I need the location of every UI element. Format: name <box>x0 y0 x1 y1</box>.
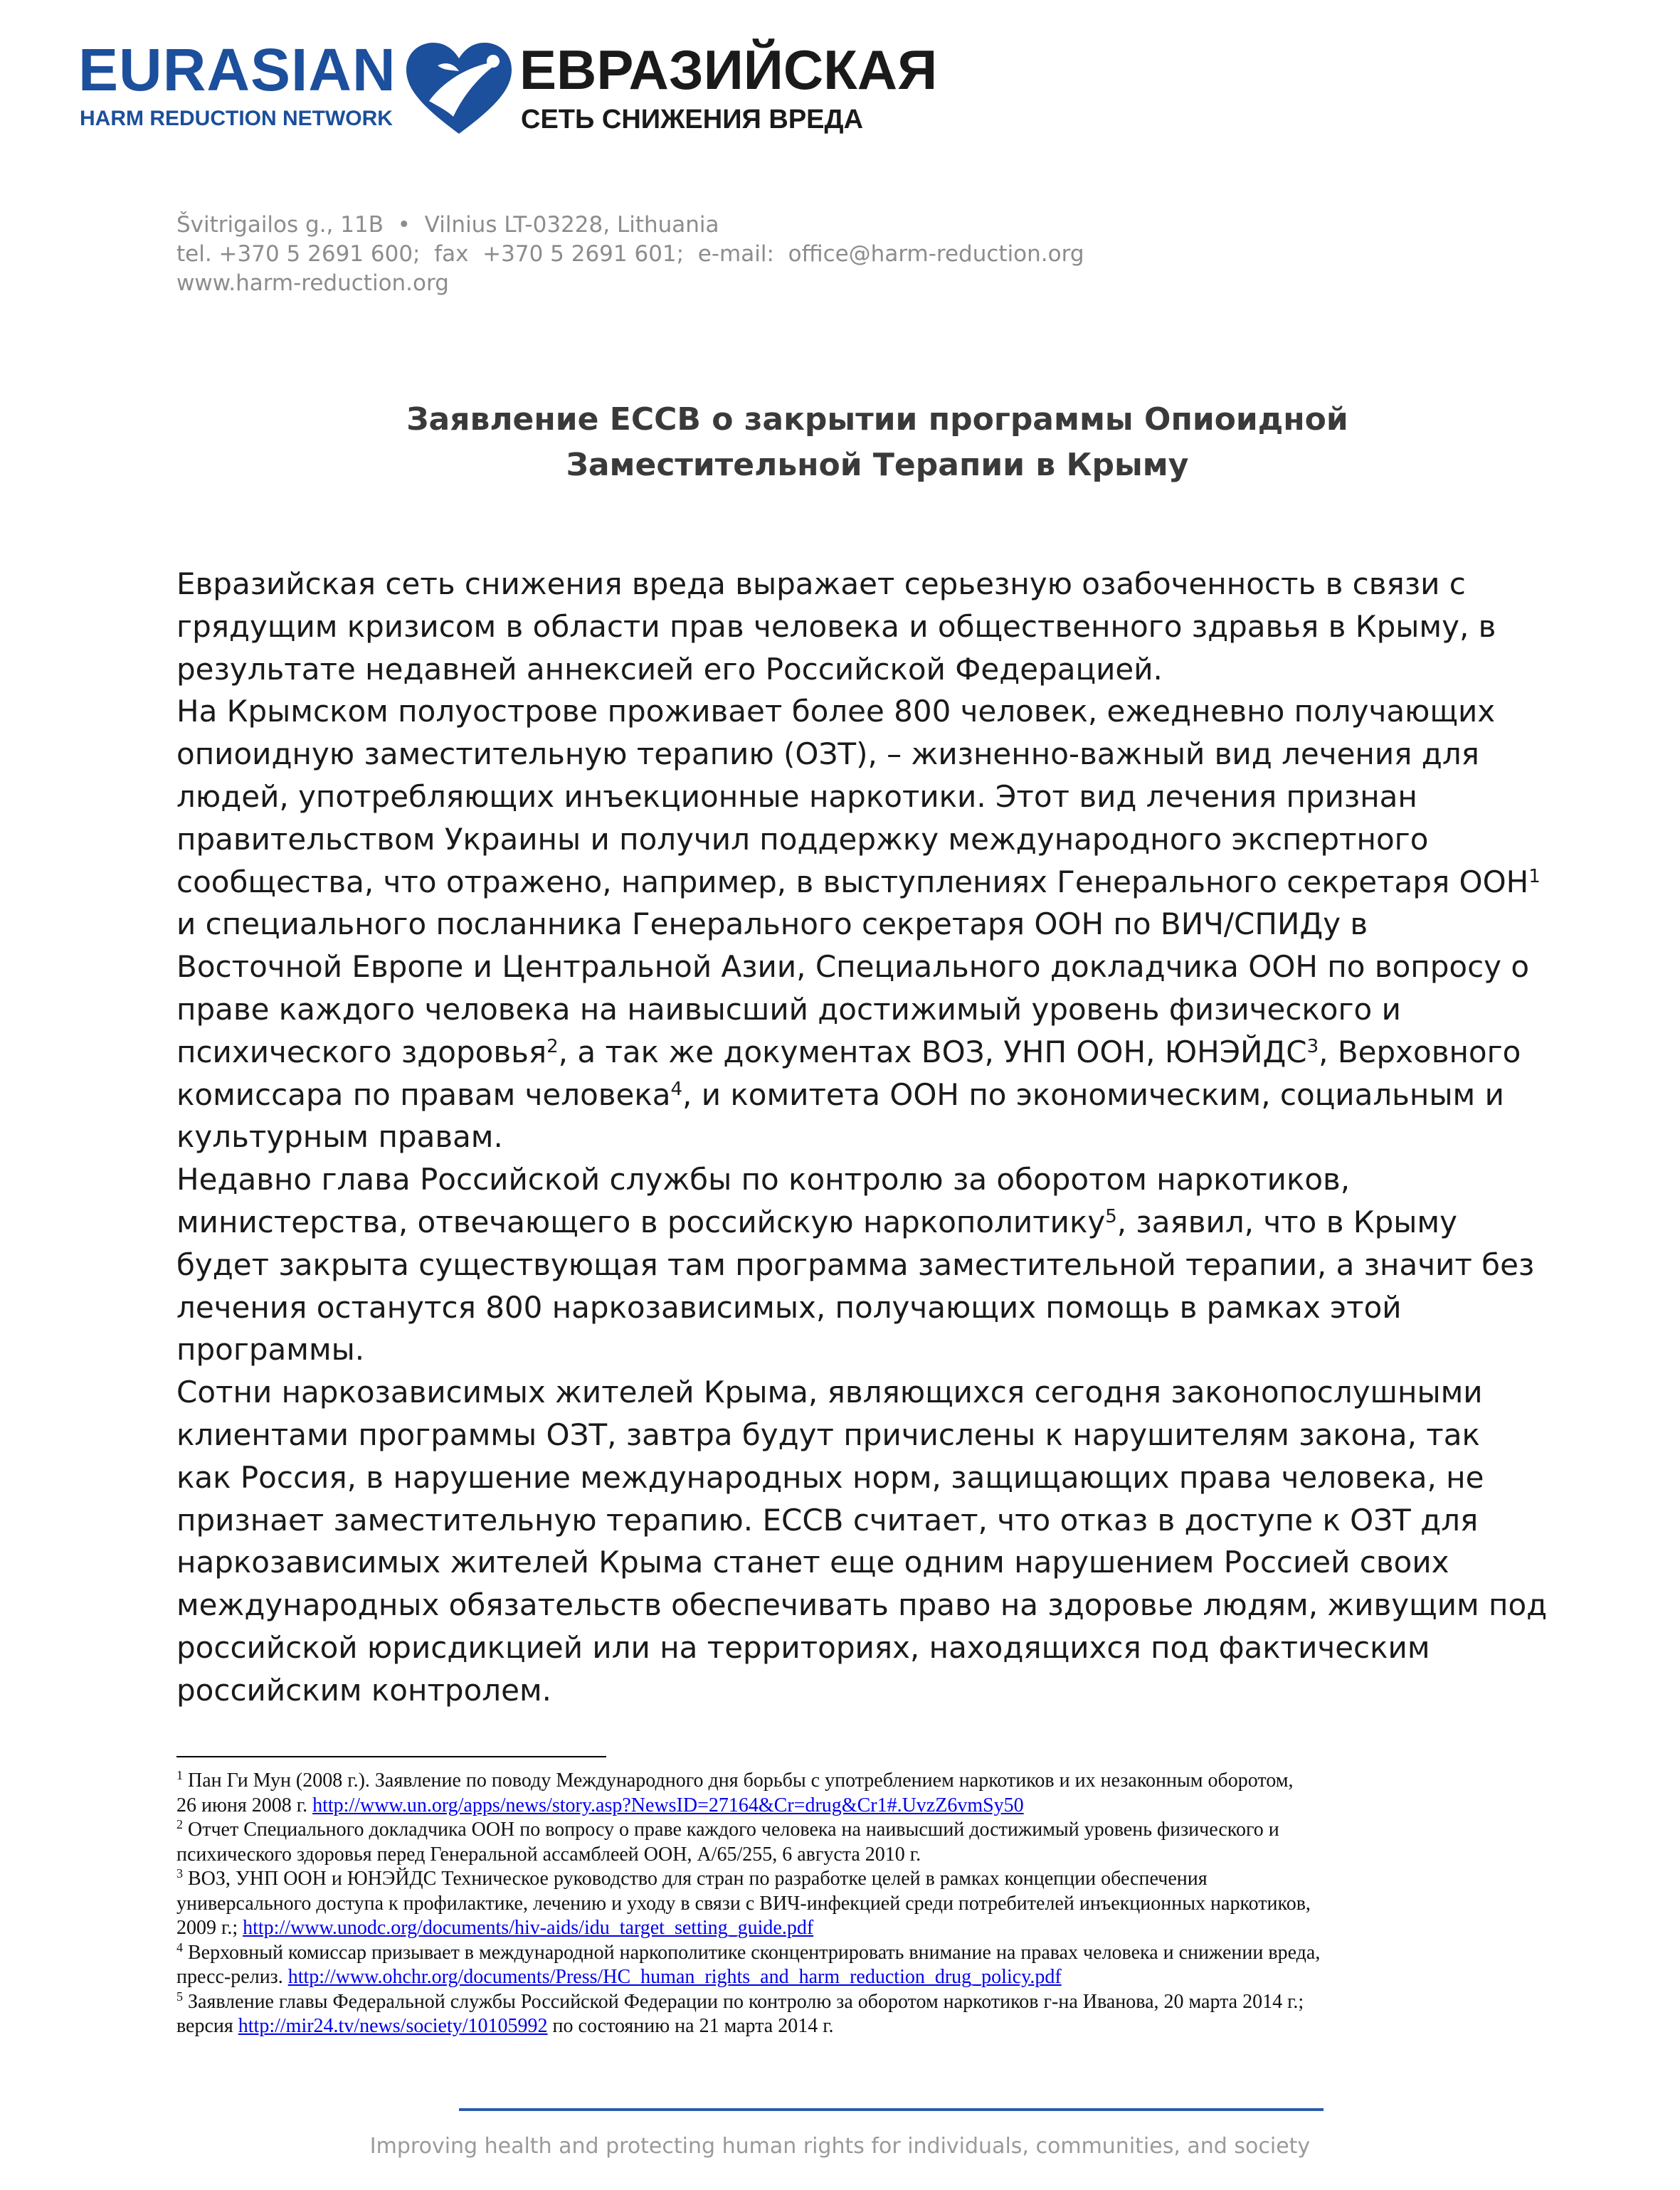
footnote-ref-3[interactable]: 3 <box>1306 1035 1319 1057</box>
footnote-ref-2[interactable]: 2 <box>546 1035 559 1057</box>
footnote-5-line <box>176 1990 1592 2015</box>
body-text: министерства, отвечающего в российскую наркополитику <box>176 1204 1106 1239</box>
footer-divider <box>459 2108 1324 2111</box>
title-line-1: Заявление ЕССВ о закрытии программы Опиоидной <box>406 401 1348 438</box>
body-text: , а так же документах ВОЗ, УНП ООН, ЮНЭЙДС <box>558 1034 1307 1069</box>
statement-body <box>176 563 1592 1712</box>
phone-line: tel. +370 5 2691 600; fax +370 5 2691 601; e-mail: office@harm-reduction.org <box>176 241 1084 267</box>
footnote-number: 2 <box>176 1817 183 1831</box>
body-text: , и комитета ООН по экономическим, социальным и <box>682 1077 1504 1112</box>
body-line: Евразийская сеть снижения вреда выражает серьезную озабоченность в связи с <box>176 566 1466 601</box>
body-line: людей, употребляющих инъекционные наркотики. Этот вид лечения признан <box>176 778 1417 814</box>
footnote-5-line <box>176 2014 1592 2039</box>
body-line: Сотни наркозависимых жителей Крыма, являющихся сегодня законопослушными <box>176 1375 1483 1410</box>
footnote-text: 2009 г.; <box>176 1917 243 1939</box>
address-line: Švitrigailos g., 11B • Vilnius LT-03228, Lithuania <box>176 212 719 238</box>
logo-ru-subtitle: СЕТЬ СНИЖЕНИЯ ВРЕДА <box>521 105 864 134</box>
footnote-3-line <box>176 1916 1592 1941</box>
body-line: лечения останутся 800 наркозависимых, получающих помощь в рамках этой <box>176 1289 1402 1325</box>
body-line: наркозависимых жителей Крыма станет еще одним нарушением Россией своих <box>176 1545 1449 1580</box>
footnote-5-link[interactable]: http://mir24.tv/news/society/10105992 <box>238 2015 548 2037</box>
footnote-ref-5[interactable]: 5 <box>1105 1205 1117 1227</box>
footnote-ref-4[interactable]: 4 <box>670 1078 683 1100</box>
body-line: На Крымском полуострове проживает более 800 человек, ежедневно получающих <box>176 694 1496 729</box>
body-text: , заявил, что в Крыму <box>1116 1204 1457 1239</box>
body-line: грядущим кризисом в области прав человека и общественного здравья в Крыму, в <box>176 608 1496 644</box>
footnote-number: 1 <box>176 1768 183 1782</box>
footnote-text: Отчет Специального докладчика ООН по вопросу о праве каждого человека на наивысший достижимый уровень физического и <box>183 1819 1279 1841</box>
body-line: российской юрисдикцией или на территориях, находящихся под фактическим <box>176 1629 1430 1665</box>
body-line: как Россия, в нарушение международных норм, защищающих права человека, не <box>176 1459 1484 1495</box>
body-line <box>176 861 1592 904</box>
body-line: и специального посланника Генерального секретаря ООН по ВИЧ/СПИДу в <box>176 906 1368 942</box>
footnote-number: 4 <box>176 1940 183 1954</box>
footnote-number: 3 <box>176 1866 183 1880</box>
footnote-4-line <box>176 1965 1592 1990</box>
title-line-2: Заместительной Терапии в Крыму <box>566 447 1189 483</box>
body-line: праве каждого человека на наивысший достижимый уровень физического и <box>176 991 1401 1027</box>
body-line: опиоидную заместительную терапию (ОЗТ), – жизненно-важный вид лечения для <box>176 736 1479 772</box>
body-line: правительством Украины и получил поддержку международного экспертного <box>176 821 1429 857</box>
body-line: международных обязательств обеспечивать право на здоровье людям, живущим под <box>176 1587 1548 1623</box>
footnote-1-line <box>176 1769 1592 1794</box>
footnote-ref-1[interactable]: 1 <box>1528 865 1541 887</box>
footnote-2-line: психического здоровья перед Генеральной ассамблеей ООН, A/65/255, 6 августа 2010 г. <box>176 1843 921 1866</box>
body-line: программы. <box>176 1332 365 1368</box>
footnote-2-line <box>176 1818 1592 1843</box>
contact-block <box>176 211 1084 298</box>
footnote-4-line <box>176 1941 1592 1966</box>
footnote-text: Пан Ги Мун (2008 г.). Заявление по поводу Международного дня борьбы с употреблением наркотиков и их незаконным оборотом, <box>183 1770 1294 1792</box>
website-line: www.harm-reduction.org <box>176 270 449 296</box>
footnote-text: Верховный комиссар призывает в международной наркополитике сконцентрировать внимание на правах человека и снижении вреда, <box>183 1941 1321 1964</box>
body-text: , Верховного <box>1319 1034 1521 1069</box>
body-line: будет закрыта существующая там программа заместительной терапии, а значит без <box>176 1247 1535 1282</box>
body-line: российским контролем. <box>176 1672 551 1708</box>
footnote-3-link[interactable]: http://www.unodc.org/documents/hiv-aids/idu_target_setting_guide.pdf <box>243 1917 814 1939</box>
footnote-text: пресс-релиз. <box>176 1966 288 1988</box>
body-text: комиссара по правам человека <box>176 1077 671 1112</box>
body-line <box>176 1031 1592 1074</box>
organization-logo <box>78 36 938 139</box>
document-title <box>176 397 1578 488</box>
footnote-1-line <box>176 1794 1592 1819</box>
footnote-text: ВОЗ, УНП ООН и ЮНЭЙДС Техническое руководство для стран по разработке целей в рамках концепции обеспечения <box>183 1868 1208 1890</box>
body-line: результате недавней аннексией его Российской Федерацией. <box>176 651 1163 687</box>
body-line <box>176 1074 1592 1116</box>
body-text: психического здоровья <box>176 1034 547 1069</box>
body-line: Восточной Европе и Центральной Азии, Специального докладчика ООН по вопросу о <box>176 949 1530 985</box>
footnote-separator <box>176 1756 606 1757</box>
body-text: сообщества, что отражено, например, в выступлениях Генерального секретаря ООН <box>176 864 1529 899</box>
body-line: культурным правам. <box>176 1119 503 1155</box>
footnotes <box>176 1769 1592 2039</box>
logo-en-subtitle: HARM REDUCTION NETWORK <box>80 107 393 130</box>
footnote-1-link[interactable]: http://www.un.org/apps/news/story.asp?NewsID=27164&Cr=drug&Cr1#.UvzZ6vmSy50 <box>312 1794 1024 1816</box>
logo-en-name: EURASIAN <box>78 36 396 103</box>
footnote-3-line: универсального доступа к профилактике, лечению и уходу в связи с ВИЧ-инфекцией среди потребителей инъекционных наркотиков, <box>176 1892 1311 1915</box>
heart-logo-icon <box>402 40 516 139</box>
footnote-text: 26 июня 2008 г. <box>176 1794 313 1816</box>
body-line: клиентами программы ОЗТ, завтра будут причислены к нарушителям закона, так <box>176 1417 1480 1452</box>
footnote-3-line <box>176 1867 1592 1892</box>
footnote-text: Заявление главы Федеральной службы Российской Федерации по контролю за оборотом наркотиков г-на Иванова, 20 марта 2014 г.; <box>183 1990 1304 2013</box>
footer-tagline: Improving health and protecting human rights for individuals, communities, and society <box>369 2134 1311 2159</box>
body-line: Недавно глава Российской службы по контролю за оборотом наркотиков, <box>176 1162 1351 1197</box>
footnote-text: по состоянию на 21 марта 2014 г. <box>547 2015 834 2037</box>
body-line: признает заместительную терапию. ЕССВ считает, что отказ в доступе к ОЗТ для <box>176 1502 1479 1538</box>
footnote-text: версия <box>176 2015 238 2037</box>
body-line <box>176 1201 1592 1244</box>
logo-ru-name: ЕВРАЗИЙСКАЯ <box>519 38 938 101</box>
footnote-4-link[interactable]: http://www.ohchr.org/documents/Press/HC_human_rights_and_harm_reduction_drug_policy.pdf <box>287 1966 1062 1988</box>
footnote-number: 5 <box>176 1989 183 2004</box>
